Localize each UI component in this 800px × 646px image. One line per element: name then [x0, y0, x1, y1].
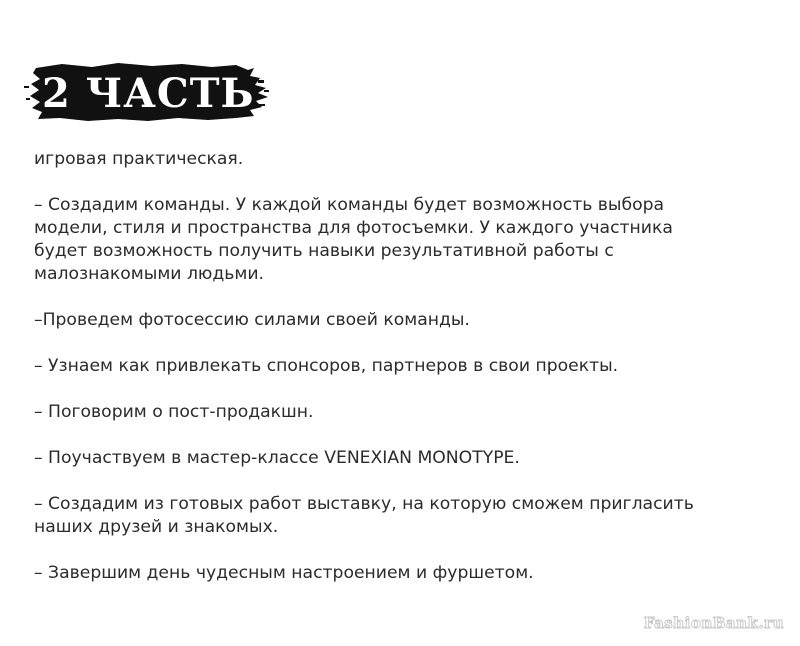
section-heading [22, 58, 272, 128]
list-item-line: – Поговорим о пост-продакшн. [34, 402, 314, 422]
intro-paragraph: игровая практическая. [34, 149, 244, 169]
list-item-line: – Завершим день чудесным настроением и фуршетом. [34, 563, 534, 583]
list-item [34, 194, 734, 286]
list-item [34, 309, 734, 332]
body-text [34, 148, 734, 608]
list-item-line: малознакомыми людьми. [34, 264, 265, 284]
list-item [34, 493, 734, 539]
heading-title: 2 ЧАСТЬ [42, 70, 255, 117]
list-item-line: будет возможность получить навыки результативной работы с [34, 241, 614, 261]
list-item-line: наших друзей и знакомых. [34, 517, 279, 537]
list-item [34, 562, 734, 585]
list-item-line: – Создадим из готовых работ выставку, на которую сможем пригласить [34, 494, 694, 514]
list-item-line: –Проведем фотосессию силами своей команды. [34, 310, 470, 330]
list-item [34, 447, 734, 470]
list-item [34, 401, 734, 424]
list-item-line: – Создадим команды. У каждой команды будет возможность выбора [34, 195, 665, 215]
list-item-line: – Поучаствуем в мастер-классе VENEXIAN MONOTYPE. [34, 448, 520, 468]
list-item-line: – Узнаем как привлекать спонсоров, партнеров в свои проекты. [34, 356, 619, 376]
list-item [34, 355, 734, 378]
watermark: FashionBank.ru [643, 614, 784, 632]
list-item-line: модели, стиля и пространства для фотосъемки. У каждого участника [34, 218, 673, 238]
